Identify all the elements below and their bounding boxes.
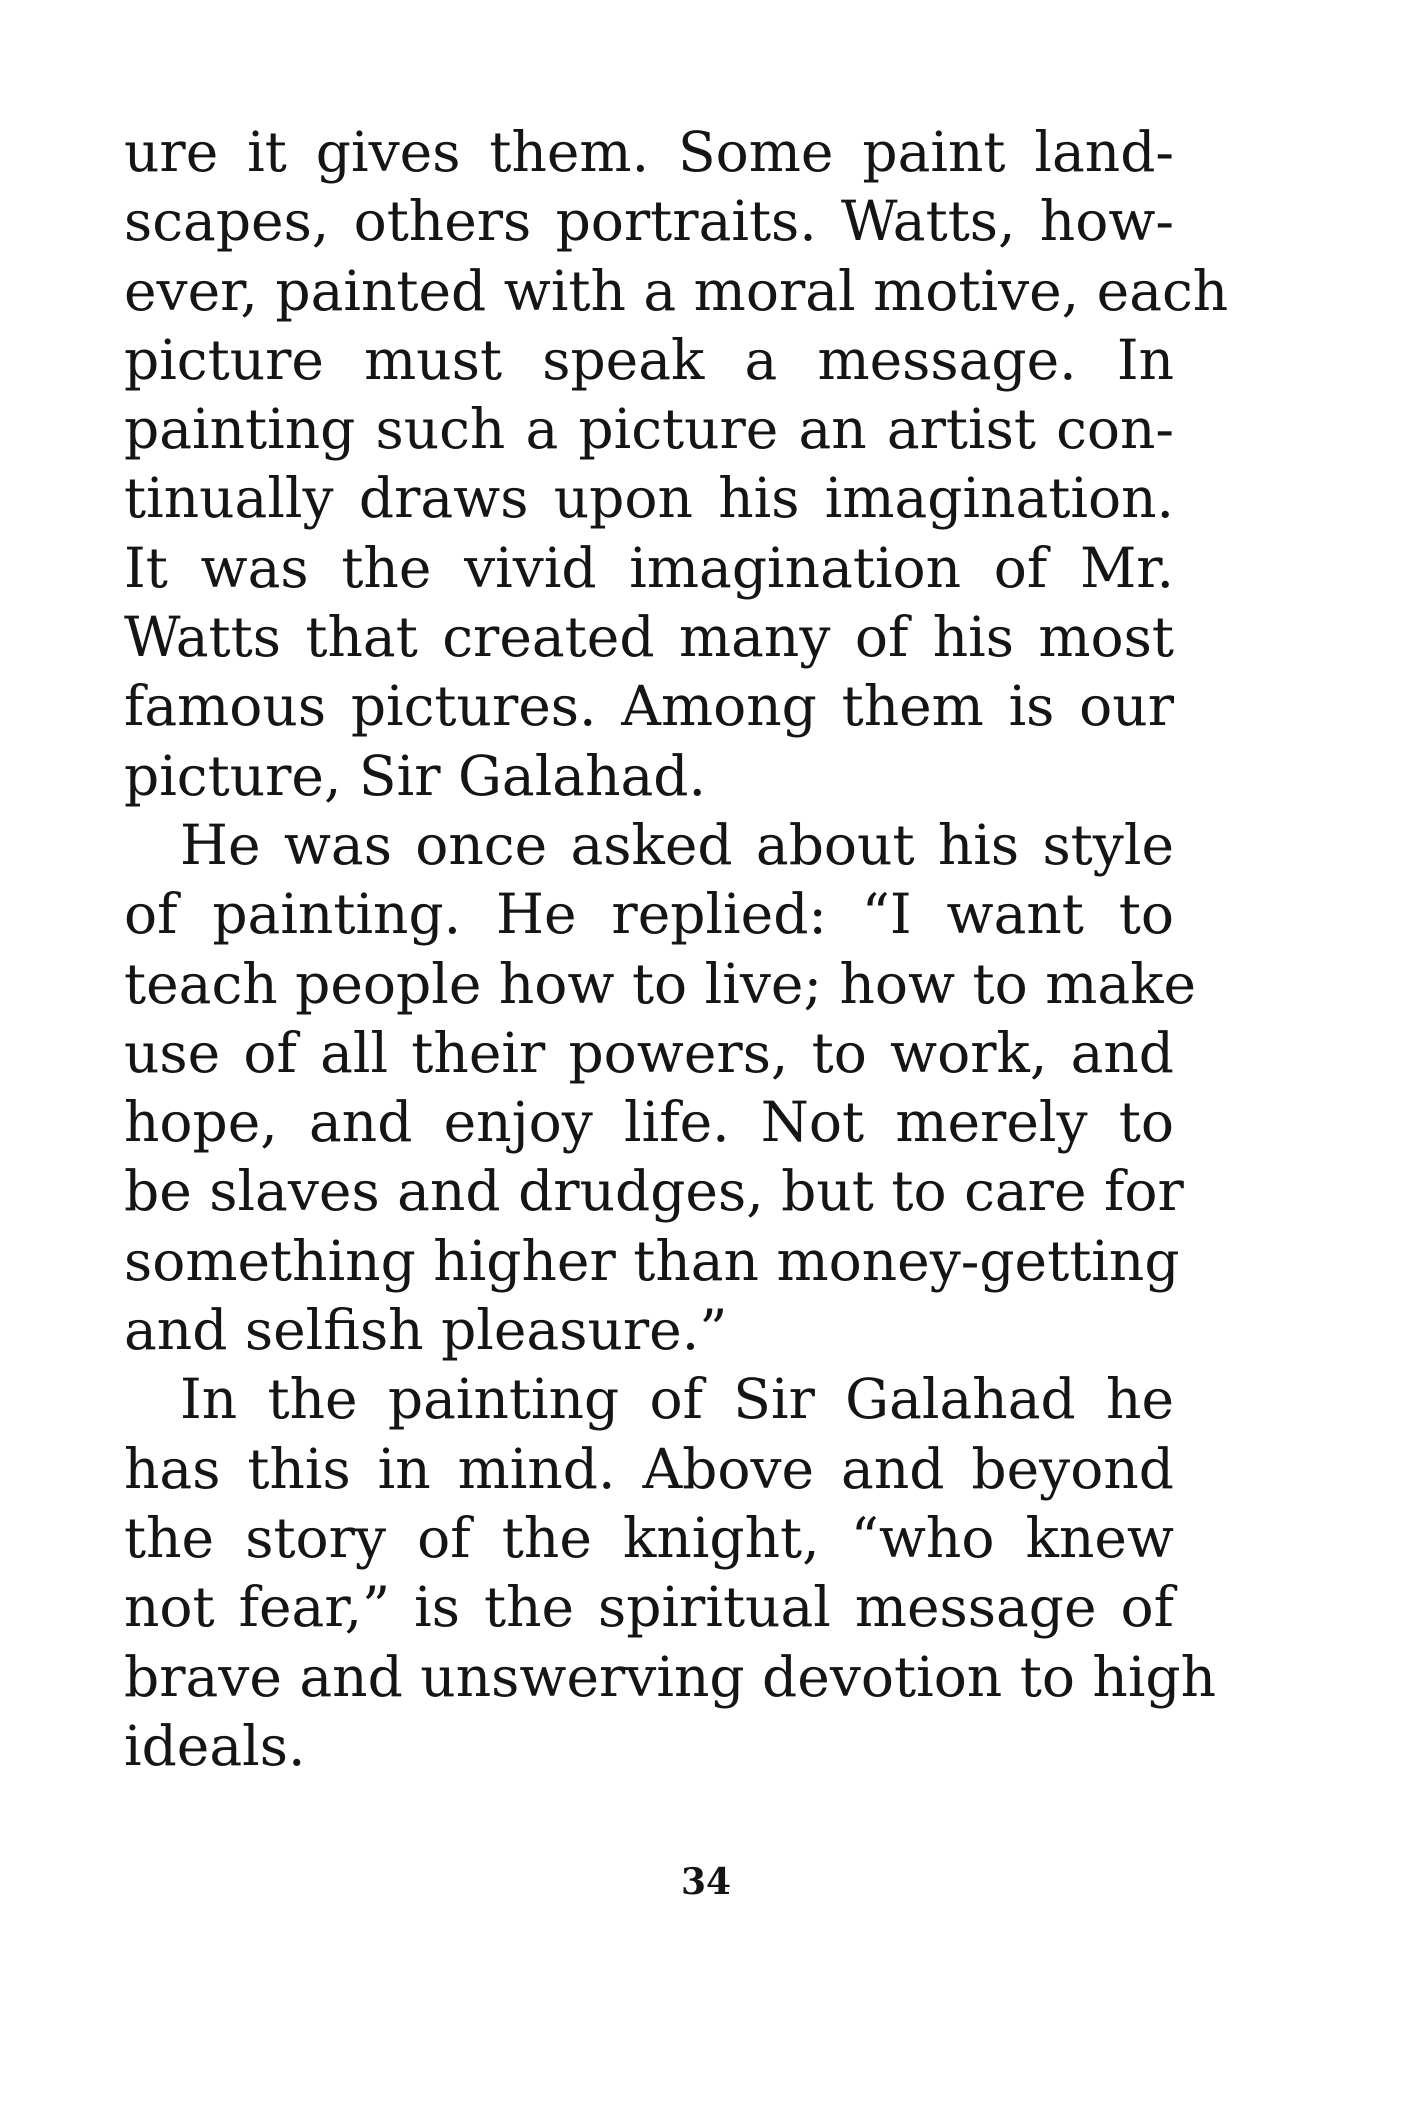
text-line: and selfish pleasure.”: [124, 1298, 728, 1363]
text-line: brave and unswerving devotion to high: [124, 1644, 1217, 1709]
text-line: teach people how to live; how to make: [124, 951, 1197, 1016]
text-line: scapes, others portraits. Watts, how-: [124, 189, 1174, 254]
paragraph-2: [124, 811, 1197, 1365]
text-line: ure it gives them. Some paint land-: [124, 120, 1174, 184]
text-line: of painting. He replied: “I want to: [124, 882, 1174, 947]
body-text: [124, 118, 1229, 1781]
text-line: In the painting of Sir Galahad he: [180, 1367, 1174, 1432]
page-number: 34: [680, 1861, 732, 1903]
text-line: something higher than money-getting: [124, 1228, 1180, 1293]
paragraph-1: [124, 118, 1229, 811]
text-line: the story of the knight, “who knew: [124, 1505, 1174, 1570]
text-line: tinually draws upon his imagination.: [124, 466, 1174, 531]
text-line: use of all their powers, to work, and: [124, 1020, 1174, 1085]
text-line: It was the vivid imagination of Mr.: [124, 535, 1174, 600]
text-line: ever, painted with a moral motive, each: [124, 258, 1229, 323]
text-line: picture must speak a message. In: [124, 327, 1174, 392]
text-line: picture, Sir Galahad.: [124, 743, 706, 808]
text-line: hope, and enjoy life. Not merely to: [124, 1090, 1174, 1155]
text-line: painting such a picture an artist con-: [124, 397, 1174, 462]
text-line: not fear,” is the spiritual message of: [124, 1575, 1174, 1640]
text-line: famous pictures. Among them is our: [124, 674, 1174, 739]
text-line: He was once asked about his style: [180, 812, 1174, 877]
text-line: Watts that created many of his most: [124, 605, 1174, 670]
text-line: has this in mind. Above and beyond: [124, 1436, 1174, 1501]
text-line: ideals.: [124, 1713, 306, 1778]
text-line: be slaves and drudges, but to care for: [124, 1159, 1184, 1224]
paragraph-3: [124, 1365, 1217, 1781]
